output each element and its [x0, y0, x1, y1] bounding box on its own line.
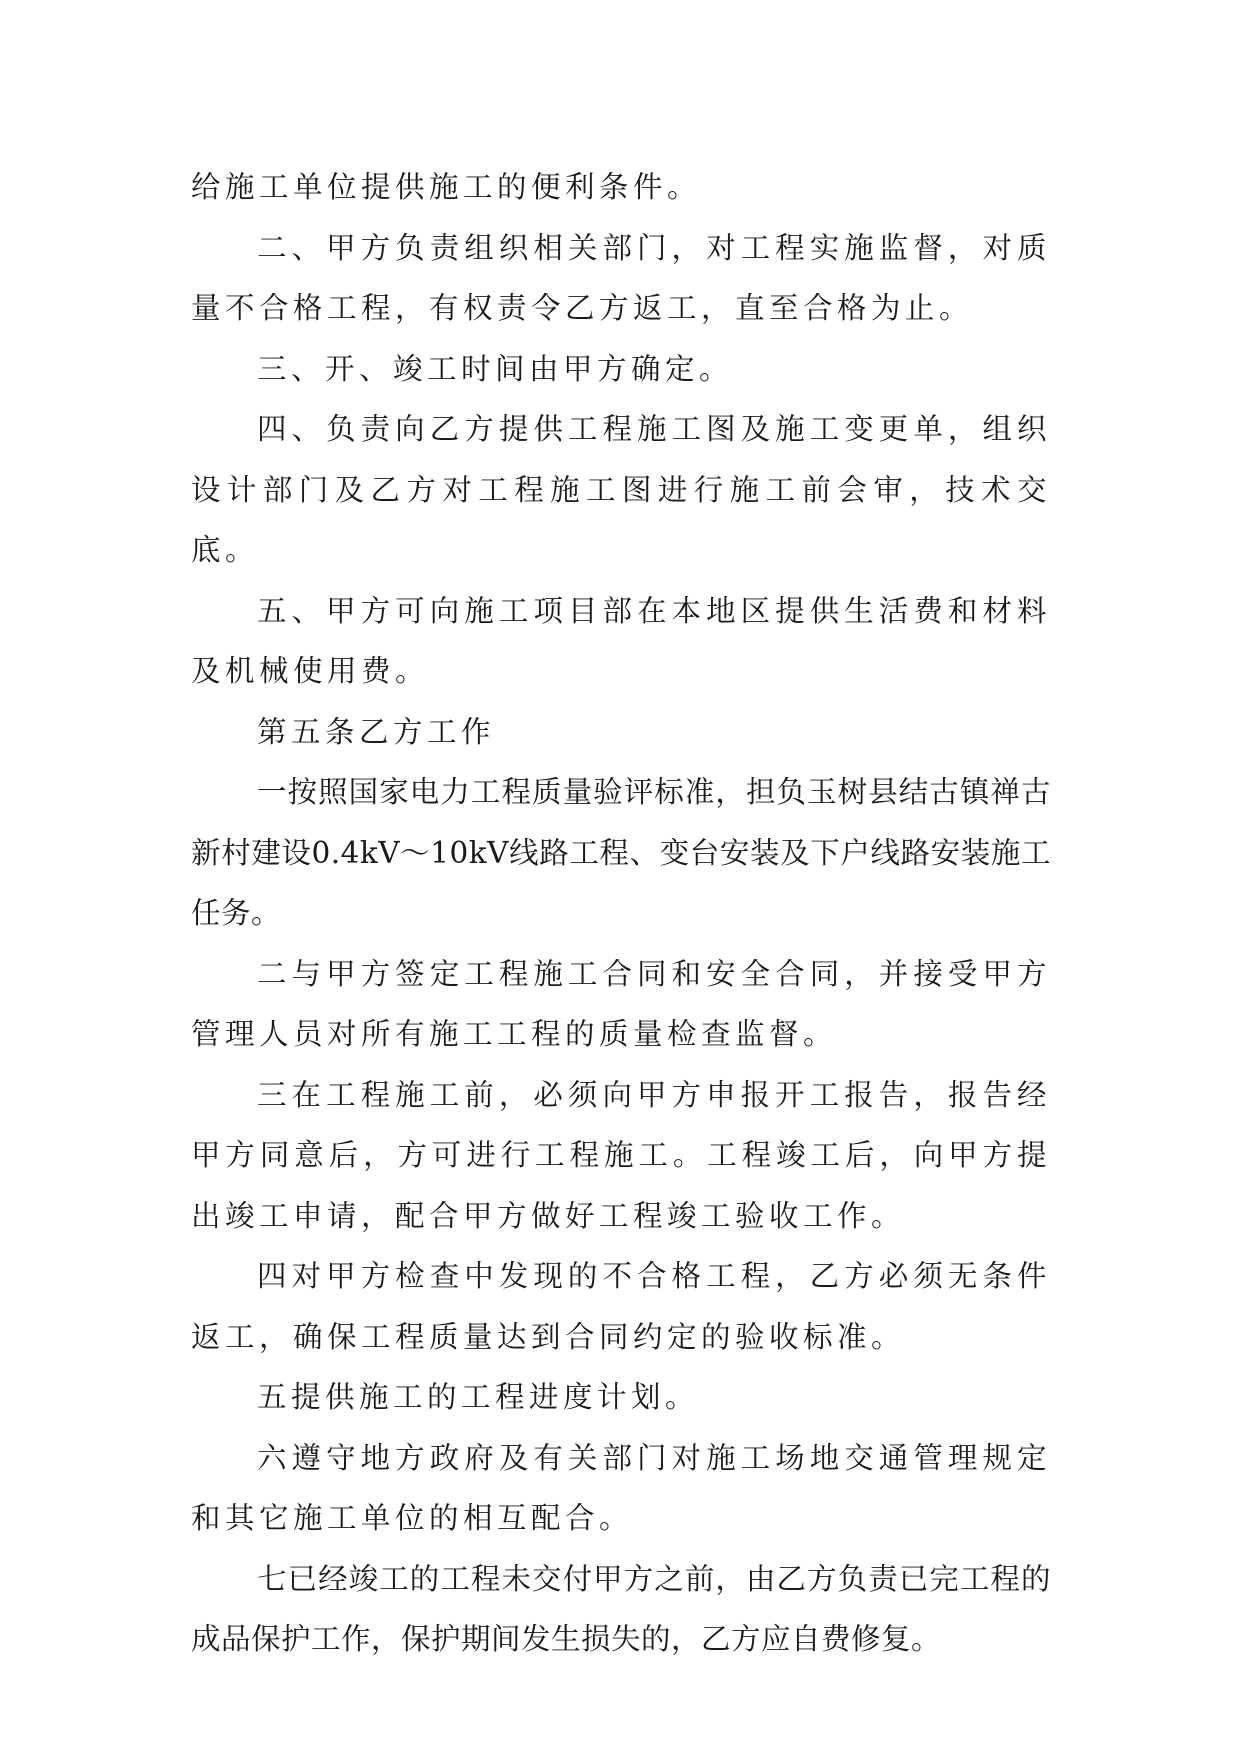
paragraph-duty-3: 三在工程施工前，必须向甲方申报开工报告，报告经甲方同意后，方可进行工程施工。工程竣工后，向甲方提出竣工申请，配合甲方做好工程竣工验收工作。 [191, 1077, 1051, 1233]
paragraph-duty-7: 七已经竣工的工程未交付甲方之前，由乙方负责已完工程的成品保护工作，保护期间发生损失的，乙方应自费修复。 [191, 1561, 1051, 1656]
paragraph-duty-4: 四对甲方检查中发现的不合格工程，乙方必须无条件返工，确保工程质量达到合同约定的验收标准。 [191, 1259, 1051, 1354]
paragraph-continuation: 给施工单位提供施工的便利条件。 [191, 170, 702, 204]
paragraph-duty-5: 五提供施工的工程进度计划。 [257, 1380, 700, 1414]
document-body [191, 157, 1051, 1670]
section-heading: 第五条乙方工作 [257, 714, 496, 749]
paragraph-item-5: 五、甲方可向施工项目部在本地区提供生活费和材料及机械使用费。 [191, 593, 1051, 688]
paragraph-item-4: 四、负责向乙方提供工程施工图及施工变更单，组织设计部门及乙方对工程施工图进行施工前会审，技术交底。 [191, 412, 1051, 567]
paragraph-item-2: 二、甲方负责组织相关部门，对工程实施监督，对质量不合格工程，有权责令乙方返工，直至合格为止。 [191, 230, 1051, 325]
paragraph-duty-2: 二与甲方签定工程施工合同和安全合同，并接受甲方管理人员对所有施工工程的质量检查监督。 [191, 956, 1051, 1051]
paragraph-item-3: 三、开、竣工时间由甲方确定。 [257, 351, 734, 386]
paragraph-duty-6: 六遵守地方政府及有关部门对施工场地交通管理规定和其它施工单位的相互配合。 [191, 1440, 1051, 1535]
paragraph-duty-1: 一按照国家电力工程质量验评标准，担负玉树县结古镇禅古新村建设0.4kV～10kV线路工程、变台安装及下户线路安装施工任务。 [191, 775, 1051, 930]
